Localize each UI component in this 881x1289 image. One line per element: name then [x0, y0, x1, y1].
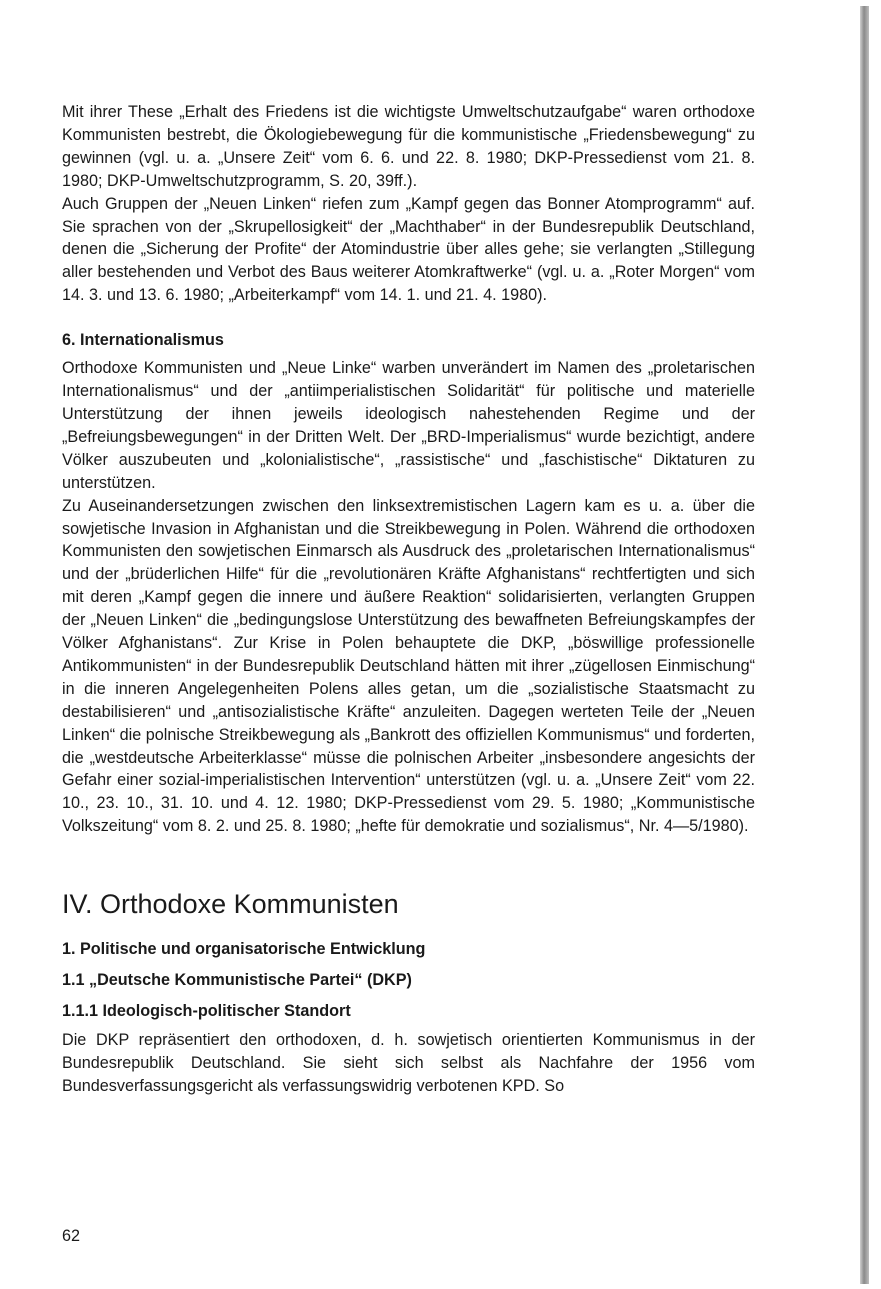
page-edge-shadow	[860, 6, 869, 1284]
section-heading-internationalism: 6. Internationalismus	[62, 331, 224, 350]
subheading-political-development: 1. Politische und organisatorische Entwicklung	[62, 940, 426, 959]
paragraph-new-left-atom: Auch Gruppen der „Neuen Linken“ riefen zum „Kampf gegen das Bonner Atomprogramm“ auf. Sie sprachen von der „Skrupellosigkeit“ der „Machthaber“ in der Bundesrepublik Deutschland, denen die „Sicherung der Profite“ der Atomindustrie über alles gehe; sie verlangten „Stillegung aller bestehenden und Verbot des Baus weiterer Atomkraftwerke“ (vgl. u. a. „Roter Morgen“ vom 14. 3. und 13. 6. 1980; „Arbeiterkampf“ vom 14. 1. und 21. 4. 1980).	[62, 194, 755, 305]
paragraph-afghanistan-poland: Zu Auseinandersetzungen zwischen den linksextremistischen Lagern kam es u. a. über die sowjetische Invasion in Afghanistan und die Streikbewegung in Polen. Während die orthodoxen Kommunisten den sowjetischen Einmarsch als Ausdruck des „proletarischen Internationalismus“ und der „brüderlichen Hilfe“ für die „revolutionären Kräfte Afghanistans“ rechtfertigten und sich mit deren „Kampf gegen die innere und äußere Reaktion“ solidarisierten, verlangten Gruppen der „Neuen Linken“ die „bedingungslose Unterstützung des bewaffneten Befreiungskampfes der Völker Afghanistans“. Zur Krise in Polen behauptete die DKP, „böswillige professionelle Antikommunisten“ in der Bundesrepublik Deutschland hätten mit ihrer „zügellosen Einmischung“ in die inneren Angelegenheiten Polens alles getan, um die „sozialistische Staatsmacht zu destabilisieren“ und „antisozialistische Kräfte“ anzuleiten. Dagegen werteten Teile der „Neuen Linken“ die polnische Streikbewegung als „Bankrott des offiziellen Kommunismus“ und forderten, die „westdeutsche Arbeiterklasse“ müsse die polnischen Arbeiter „insbesondere angesichts der Gefahr einer sozial-imperialistischen Intervention“ unterstützen (vgl. u. a. „Unsere Zeit“ vom 22. 10., 23. 10., 31. 10. und 4. 12. 1980; DKP-Pressedienst vom 29. 5. 1980; „Kommunistische Volkszeitung“ vom 8. 2. und 25. 8. 1980; „hefte für demokratie und sozialismus“, Nr. 4—5/1980).	[62, 496, 755, 836]
paragraph-internationalism: Orthodoxe Kommunisten und „Neue Linke“ warben unverändert im Namen des „proletarischen Internationalismus“ und der „antiimperialistischen Solidarität“ für politische und materielle Unterstützung der ihnen jeweils ideologisch nahestehenden Regime und der „Befreiungsbewegungen“ in der Dritten Welt. Der „BRD-Imperialismus“ wurde bezichtigt, andere Völker auszubeuten und „kolonialistische“, „rassistische“ und „faschistische“ Diktaturen zu unterstützen.	[62, 359, 755, 492]
subheading-ideological-position: 1.1.1 Ideologisch-politischer Standort	[62, 1002, 351, 1021]
paragraph-dkp-intro: Die DKP repräsentiert den orthodoxen, d. h. sowjetisch orientierten Kommunismus in der Bundesrepublik Deutschland. Sie sieht sich selbst als Nachfahre der 1956 vom Bundesverfassungsgericht als verfassungswidrig verbotenen KPD. So	[62, 1031, 755, 1095]
page-number: 62	[62, 1227, 81, 1245]
subheading-dkp: 1.1 „Deutsche Kommunistische Partei“ (DKP)	[62, 971, 412, 990]
paragraph-environment-peace: Mit ihrer These „Erhalt des Friedens ist die wichtigste Umweltschutzaufgabe“ waren orthodoxe Kommunisten bestrebt, die Ökologiebewegung für die kommunistische „Friedensbewegung“ zu gewinnen (vgl. u. a. „Unsere Zeit“ vom 6. 6. und 22. 8. 1980; DKP-Pressedienst vom 21. 8. 1980; DKP-Umweltschutzprogramm, S. 20, 39ff.).	[62, 103, 755, 190]
page-body	[62, 101, 755, 1098]
chapter-title: IV. Orthodoxe Kommunisten	[62, 889, 399, 920]
